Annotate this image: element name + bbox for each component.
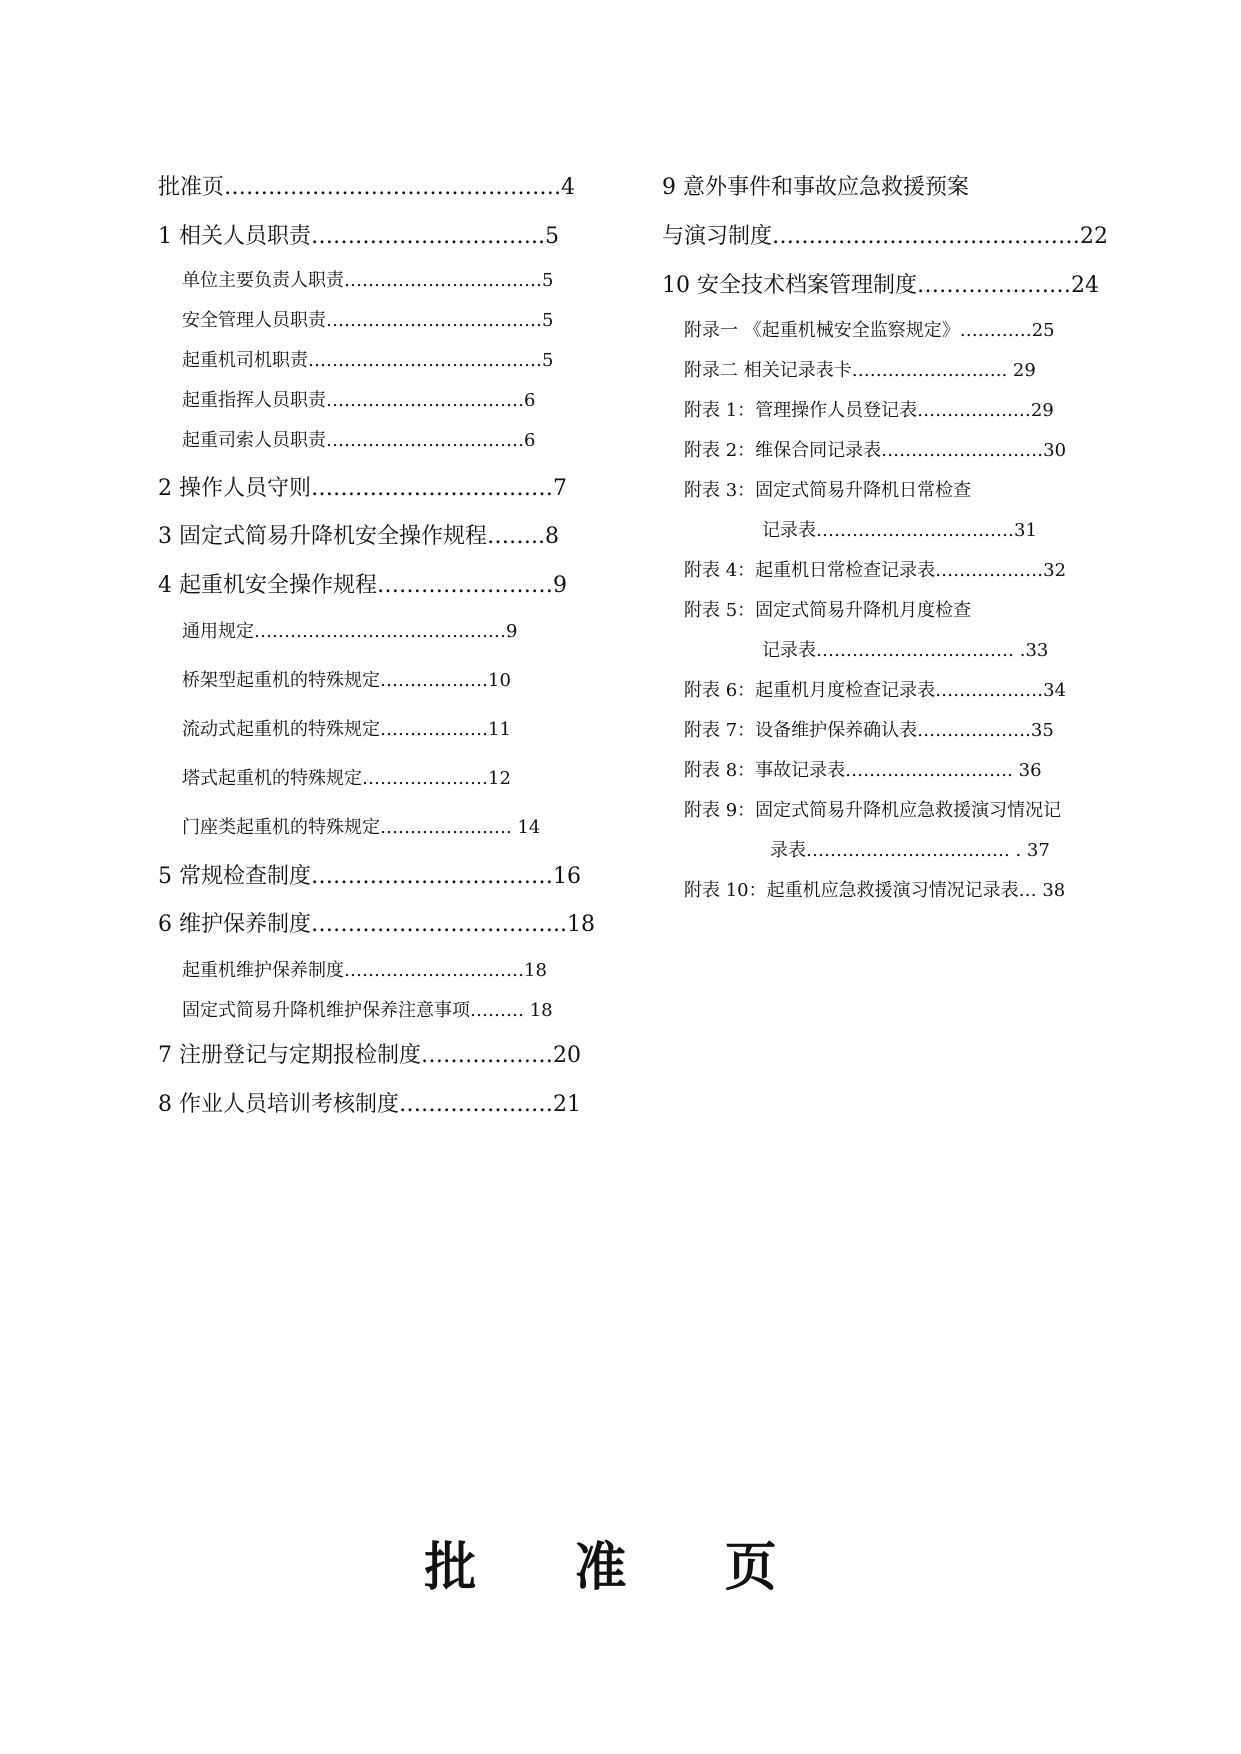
toc-subentry[interactable]: 附表 2：维保合同记录表………………………30 — [684, 440, 1067, 461]
toc-subentry[interactable]: 附表 6：起重机月度检查记录表………………34 — [684, 680, 1067, 701]
toc-subentry[interactable]: 附表 4：起重机日常检查记录表………………32 — [684, 560, 1067, 581]
toc-subentry[interactable]: 附录二 相关记录表卡…………………….. 29 — [684, 360, 1036, 381]
toc-entry[interactable]: 3 固定式简易升降机安全操作规程……..8 — [158, 524, 559, 549]
toc-entry[interactable]: 5 常规检查制度……………………………16 — [158, 864, 581, 889]
toc-subentry[interactable]: 附表 7：设备维护保养确认表……………….35 — [684, 720, 1054, 741]
toc-subentry[interactable]: 附表 5：固定式简易升降机月度检查 — [684, 600, 972, 621]
toc-subentry[interactable]: 桥架型起重机的特殊规定………………10 — [182, 670, 511, 691]
toc-subentry[interactable]: 单位主要负责人职责……………………………5 — [182, 270, 554, 291]
toc-subentry[interactable]: 附表 1：管理操作人员登记表…………….…29 — [684, 400, 1054, 421]
toc-subentry[interactable]: 塔式起重机的特殊规定…………………12 — [182, 768, 511, 789]
toc-entry[interactable]: 批准页……………………………………….4 — [158, 175, 575, 200]
toc-subentry[interactable]: 附表 9：固定式简易升降机应急救援演习情况记 — [684, 800, 1062, 821]
toc-entry[interactable]: 10 安全技术档案管理制度…………………24 — [662, 273, 1099, 298]
toc-entry[interactable]: 9 意外事件和事故应急救援预案 — [662, 175, 969, 200]
toc-subentry[interactable]: 录表……………………………. . 37 — [770, 840, 1050, 861]
toc-subentry[interactable]: 通用规定……………………………………9 — [182, 621, 518, 642]
toc-entry[interactable]: 与演习制度……………………………………22 — [662, 224, 1108, 249]
toc-subentry[interactable]: 安全管理人员职责………………………………5 — [182, 310, 554, 331]
toc-subentry[interactable]: 固定式简易升降机维护保养注意事项……… 18 — [182, 1000, 553, 1021]
toc-subentry[interactable]: 门座类起重机的特殊规定…………………. 14 — [182, 817, 541, 838]
toc-subentry[interactable]: 起重指挥人员职责……………………………6 — [182, 390, 536, 411]
page-title: 批 准 页 — [424, 1537, 817, 1598]
toc-entry[interactable]: 4 起重机安全操作规程……………………9 — [158, 573, 567, 598]
toc-subentry[interactable]: 附表 3：固定式简易升降机日常检查 — [684, 480, 972, 501]
toc-entry[interactable]: 6 维护保养制度……………………………..18 — [158, 912, 595, 937]
toc-subentry[interactable]: 起重司索人员职责……………………………6 — [182, 430, 536, 451]
toc-subentry[interactable]: 起重机维护保养制度…………………………18 — [182, 960, 547, 981]
toc-subentry[interactable]: 起重机司机职责…………………………………5 — [182, 350, 554, 371]
toc-entry[interactable]: 7 注册登记与定期报检制度………………20 — [158, 1043, 581, 1068]
toc-entry[interactable]: 8 作业人员培训考核制度…………………21 — [158, 1092, 581, 1117]
toc-subentry[interactable]: 附录一 《起重机械安全监察规定》…………25 — [684, 320, 1055, 341]
toc-subentry[interactable]: 流动式起重机的特殊规定………………11 — [182, 719, 511, 740]
toc-subentry[interactable]: 附表 8：事故记录表………………………. 36 — [684, 760, 1042, 781]
toc-subentry[interactable]: 记录表……………………………31 — [762, 520, 1037, 541]
toc-entry[interactable]: 1 相关人员职责…………………………..5 — [158, 224, 559, 249]
toc-entry[interactable]: 2 操作人员守则……………………………7 — [158, 476, 567, 501]
toc-subentry[interactable]: 附表 10：起重机应急救援演习情况记录表… 38 — [684, 880, 1066, 901]
toc-subentry[interactable]: 记录表…………………………… .33 — [762, 640, 1049, 661]
